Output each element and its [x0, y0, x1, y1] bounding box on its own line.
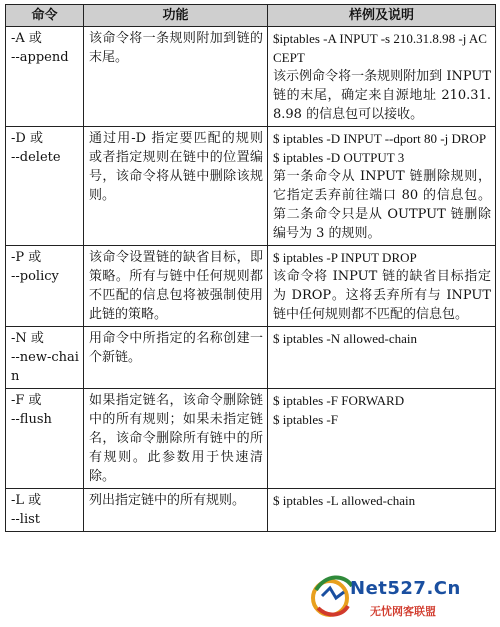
command-option: --new-chain [11, 350, 79, 384]
watermark-subtitle: 无忧网客联盟 [370, 605, 436, 618]
example-cell [268, 246, 496, 327]
command-option: --append [11, 50, 69, 65]
command-cell [6, 246, 84, 327]
command-cell [6, 127, 84, 246]
example-cell [268, 389, 496, 489]
command-cell [6, 489, 84, 532]
function-description: 该命令将一条规则附加到链的末尾。 [84, 27, 268, 127]
example-command: $ iptables -F FORWARD [273, 393, 405, 408]
function-description: 该命令设置链的缺省目标，即策略。所有与链中任何规则都不匹配的信息包将被强制使用此链的策略。 [84, 246, 268, 327]
table-header-row [6, 5, 496, 27]
example-cell [268, 27, 496, 127]
table-row [6, 127, 496, 246]
table-body [6, 27, 496, 532]
command-option: -F 或 [11, 393, 42, 408]
command-option: --flush [11, 412, 52, 427]
command-option: -A 或 [11, 31, 42, 46]
function-description: 如果指定链名，该命令删除链中的所有规则；如果未指定链名，该命令删除所有链中的所有规则。此参数用于快速清除。 [84, 389, 268, 489]
example-command: $ iptables -L allowed-chain [273, 493, 416, 508]
header-example: 样例及说明 [268, 5, 496, 27]
function-description: 通过用-D 指定要匹配的规则或者指定规则在链中的位置编号，该命令将从链中删除该规则。 [84, 127, 268, 246]
example-explanation: 该命令将 INPUT 链的缺省目标指定为 DROP。这将丢弃所有与 INPUT 链中任何规则都不匹配的信息包。 [273, 269, 491, 322]
command-option: -P 或 [11, 250, 42, 265]
command-cell [6, 27, 84, 127]
header-function: 功能 [84, 5, 268, 27]
example-command: $ iptables -P INPUT DROP [273, 250, 417, 265]
example-explanation: 第一条命令从 INPUT 链删除规则，它指定丢弃前往端口 80 的信息包。第二条命令只是从 OUTPUT 链删除编号为 3 的规则。 [273, 169, 491, 241]
example-command: $ iptables -F [273, 412, 338, 427]
table-row [6, 489, 496, 532]
command-option: --delete [11, 150, 61, 165]
command-option: --policy [11, 269, 59, 284]
table-row [6, 389, 496, 489]
command-option: --list [11, 512, 40, 527]
function-description: 用命令中所指定的名称创建一个新链。 [84, 327, 268, 389]
example-cell [268, 327, 496, 389]
table-row [6, 327, 496, 389]
example-cell [268, 127, 496, 246]
header-command: 命令 [6, 5, 84, 27]
command-option: -L 或 [11, 493, 42, 508]
iptables-command-table-container [5, 4, 495, 532]
example-command: $iptables -A INPUT -s 210.31.8.98 -j ACCEPT [273, 31, 487, 65]
example-cell [268, 489, 496, 532]
example-command: $ iptables -D INPUT --dport 80 -j DROP [273, 131, 487, 146]
function-description: 列出指定链中的所有规则。 [84, 489, 268, 532]
table-row [6, 27, 496, 127]
example-explanation: 该示例命令将一条规则附加到 INPUT 链的末尾，确定来自源地址 210.31.8.98 的信息包可以接收。 [273, 69, 491, 122]
iptables-command-table [5, 4, 496, 532]
command-cell [6, 389, 84, 489]
command-option: -N 或 [11, 331, 44, 346]
table-row [6, 246, 496, 327]
command-option: -D 或 [11, 131, 43, 146]
example-command: $ iptables -D OUTPUT 3 [273, 150, 405, 165]
watermark [304, 566, 500, 626]
example-command: $ iptables -N allowed-chain [273, 331, 418, 346]
watermark-site-name: Net527.Cn [350, 578, 461, 599]
command-cell [6, 327, 84, 389]
net527-logo-icon [308, 568, 356, 622]
